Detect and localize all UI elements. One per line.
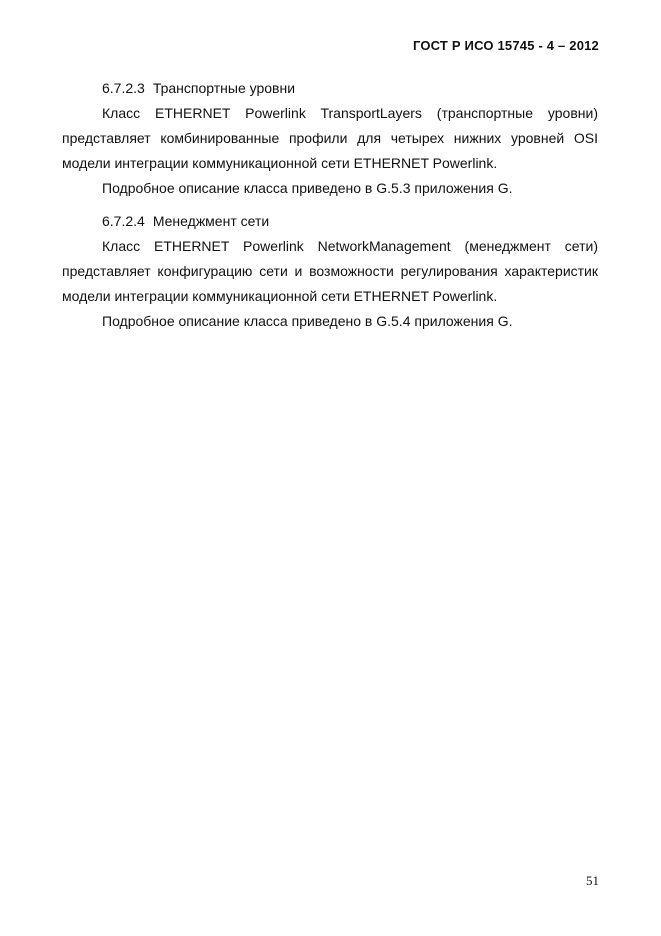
section-heading (62, 76, 598, 101)
paragraph: Класс ETHERNET Powerlink TransportLayers (транспортные уровни) представляет комбинированные профили для четырех нижних уровней OSI модели интеграции коммуникационной сети ETHERNET Powerlink. (62, 105, 598, 171)
section-number: 6.7.2.4 (102, 213, 145, 229)
section-title: Менеджмент сети (152, 213, 270, 229)
section-gap (62, 201, 598, 209)
document-header: ГОСТ Р ИСО 15745 - 4 – 2012 (412, 38, 599, 53)
paragraph: Класс ETHERNET Powerlink NetworkManagement (менеджмент сети) представляет конфигурацию сети и возможности регулирования характеристик модели интеграции коммуникационной сети ETHERNET Powerlink. (62, 238, 598, 304)
section-number: 6.7.2.3 (102, 80, 145, 96)
section-title: Транспортные уровни (152, 80, 296, 96)
document-body (62, 76, 598, 334)
section-heading (62, 209, 598, 234)
paragraph: Подробное описание класса приведено в G.5.3 приложения G. (102, 180, 513, 196)
paragraph: Подробное описание класса приведено в G.5.4 приложения G. (102, 313, 513, 329)
section-6-7-2-4 (62, 209, 598, 334)
section-6-7-2-3 (62, 76, 598, 201)
page-number: 51 (586, 873, 599, 888)
